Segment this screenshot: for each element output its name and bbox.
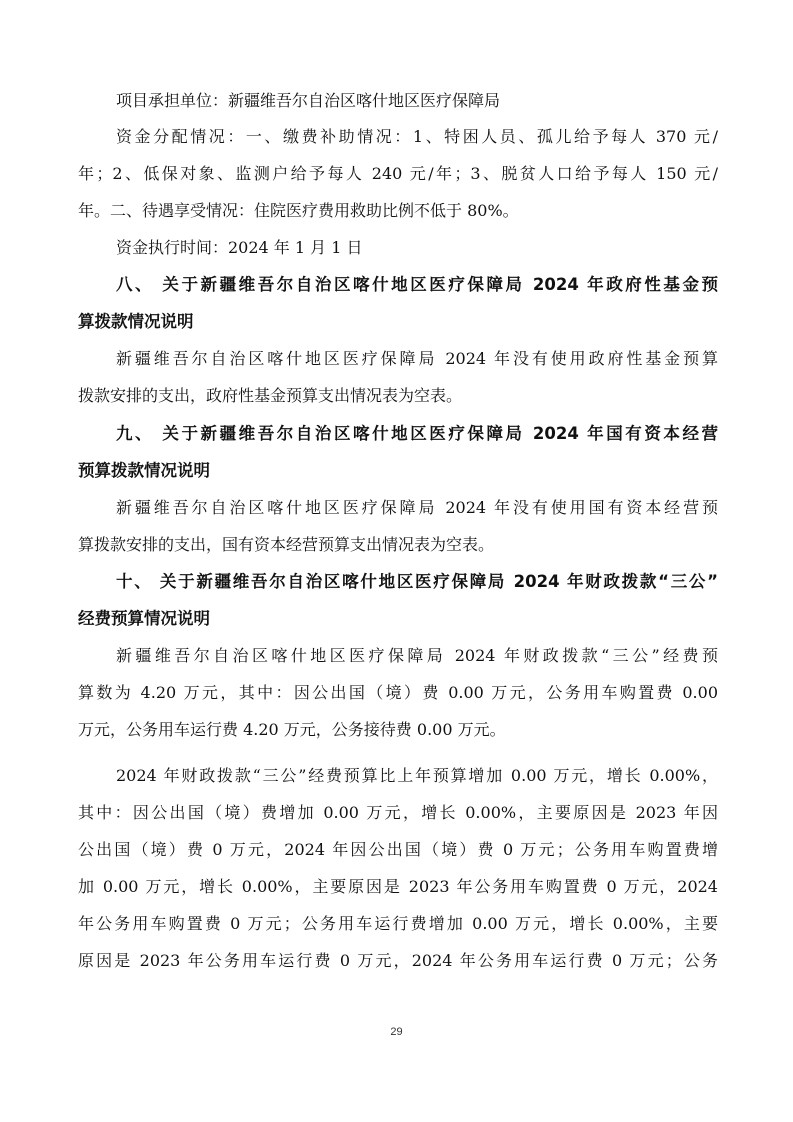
comparison-line-1: 2024 年财政拨款“三公”经费预算比上年预算增加 0.00 万元，增长 0.00%， (116, 766, 718, 785)
section-10-body-line-2: 算数为 4.20 万元，其中：因公出国（境）费 0.00 万元，公务用车购置费 0.00 (78, 683, 718, 702)
project-unit-line: 项目承担单位：新疆维吾尔自治区喀什地区医疗保障局 (116, 91, 501, 110)
section-8-body-line-1: 新疆维吾尔自治区喀什地区医疗保障局 2024 年没有使用政府性基金预算 (116, 349, 718, 368)
fund-allocation-line-2: 年；2、低保对象、监测户给予每人 240 元/年；3、脱贫人口给予每人 150 元/ (78, 164, 718, 183)
comparison-line-3: 公出国（境）费 0 万元，2024 年因公出国（境）费 0 万元；公务用车购置费增 (78, 840, 718, 859)
fund-allocation-line-1: 资金分配情况：一、缴费补助情况：1、特困人员、孤儿给予每人 370 元/ (116, 127, 718, 146)
fund-allocation-line-3: 年。二、待遇享受情况：住院医疗费用救助比例不低于 80%。 (78, 201, 519, 220)
comparison-line-2: 其中：因公出国（境）费增加 0.00 万元，增长 0.00%，主要原因是 2023 年因 (78, 803, 718, 822)
section-9-heading-line-2: 预算拨款情况说明 (78, 461, 210, 480)
section-9-body-line-2: 算拨款安排的支出，国有资本经营预算支出情况表为空表。 (78, 535, 495, 554)
section-10-heading-line-2: 经费预算情况说明 (78, 609, 210, 628)
section-10-body-line-1: 新疆维吾尔自治区喀什地区医疗保障局 2024 年财政拨款“三公”经费预 (116, 646, 718, 665)
section-8-heading-line-1: 八、 关于新疆维吾尔自治区喀什地区医疗保障局 2024 年政府性基金预 (116, 275, 718, 294)
section-10-body-line-3: 万元，公务用车运行费 4.20 万元，公务接待费 0.00 万元。 (78, 720, 506, 739)
section-9-body-line-1: 新疆维吾尔自治区喀什地区医疗保障局 2024 年没有使用国有资本经营预 (116, 498, 718, 517)
section-8-body-line-2: 拨款安排的支出，政府性基金预算支出情况表为空表。 (78, 386, 463, 405)
section-10-heading-line-1: 十、 关于新疆维吾尔自治区喀什地区医疗保障局 2024 年财政拨款“三公” (116, 572, 718, 591)
execution-time-line: 资金执行时间：2024 年 1 月 1 日 (116, 238, 363, 257)
comparison-line-4: 加 0.00 万元，增长 0.00%，主要原因是 2023 年公务用车购置费 0 万元，2024 (78, 877, 718, 896)
page-number: 29 (390, 1026, 403, 1038)
section-8-heading-line-2: 算拨款情况说明 (78, 312, 194, 331)
comparison-line-6: 原因是 2023 年公务用车运行费 0 万元，2024 年公务用车运行费 0 万元；公务 (78, 951, 718, 970)
section-9-heading-line-1: 九、 关于新疆维吾尔自治区喀什地区医疗保障局 2024 年国有资本经营 (116, 424, 718, 443)
comparison-line-5: 年公务用车购置费 0 万元；公务用车运行费增加 0.00 万元，增长 0.00%，主要 (78, 914, 718, 933)
